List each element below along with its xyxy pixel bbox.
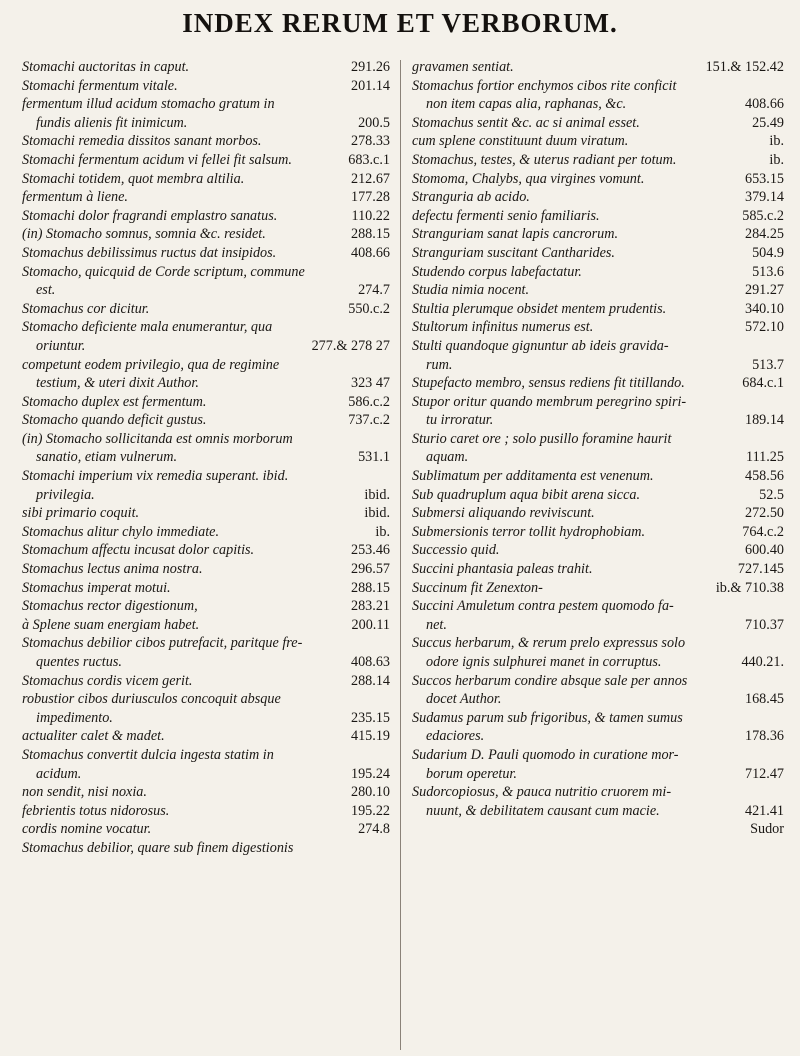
entry-text: Stultorum infinitus numerus est. 572.10 [412, 319, 784, 336]
entry-text: Stranguriam sanat lapis cancrorum. 284.25 [412, 226, 784, 243]
index-entry [412, 318, 784, 337]
entry-text: Stomachus debilissimus ructus dat insipidos. 408.66 [22, 244, 390, 261]
entry-text: fermentum à liene. 177.28 [22, 189, 390, 206]
entry-text: nuunt, & debilitatem causant cum macie. 421.41 [426, 802, 784, 819]
page-reference: 280.10 [350, 784, 390, 801]
entry-text: odore ignis sulphurei manet in corruptus. 440.21. [426, 654, 784, 670]
entry-text: Sudarium D. Pauli quomodo in curatione mor- [412, 746, 679, 763]
index-entry [412, 579, 784, 598]
index-entry [412, 746, 784, 783]
page-reference: 513.6 [752, 263, 784, 280]
page-reference: 212.67 [350, 170, 390, 187]
index-entry [22, 634, 390, 671]
entry-text: Sudamus parum sub frigoribus, & tamen sumus [412, 709, 683, 726]
entry-text: impedimento. 235.15 [36, 709, 390, 726]
entry-text: Stultia plerumque obsidet mentem prudentis. 340.10 [412, 300, 784, 317]
entry-text: sanatio, etiam vulnerum. 531.1 [36, 449, 390, 466]
page-reference: 288.15 [350, 579, 390, 596]
page-reference: 189.14 [744, 412, 784, 429]
entry-text [412, 820, 784, 839]
column-divider [400, 60, 401, 1050]
entry-text: competunt eodem privilegio, qua de regimine [22, 356, 280, 373]
entry-text: Submersi aliquando reviviscunt. 272.50 [412, 505, 784, 522]
page-reference: 111.25 [746, 449, 784, 466]
entry-text: cordis nomine vocatur. 274.8 [22, 821, 390, 838]
page-reference: ib. [769, 151, 784, 168]
page-reference: 151.& 152.42 [705, 59, 784, 75]
entry-text: Stomachi auctoritas in caput. 291.26 [22, 59, 390, 75]
index-entry [412, 114, 784, 133]
entry-text: Stomachi fermentum vitale. 201.14 [22, 77, 390, 94]
index-entry [22, 430, 390, 467]
entry-text: fermentum illud acidum stomacho gratum in [22, 96, 275, 113]
entry-text: Sub quadruplum aqua bibit arena sicca. 52.5 [412, 486, 784, 503]
index-entry [22, 504, 390, 523]
page-reference: 408.66 [350, 244, 390, 261]
page-reference: ibid. [364, 505, 390, 522]
entry-text: Succus herbarum, & rerum prelo expressus solo [412, 635, 686, 652]
entry-text: Stupefacto membro, sensus rediens fit titillando. 684.c.1 [412, 375, 784, 392]
entry-text: Stomachus rector digestionum, 283.21 [22, 598, 390, 615]
page-reference: 291.26 [350, 59, 390, 75]
page-reference: 764.c.2 [742, 523, 784, 540]
index-entry [412, 225, 784, 244]
index-entry [22, 58, 390, 77]
index-entry [412, 244, 784, 263]
entry-text: Stomacho quando deficit gustus. 737.c.2 [22, 412, 390, 429]
entry-text: Succini Amuletum contra pestem quomodo fa- [412, 598, 674, 615]
entry-text: fundis alienis fit inimicum. 200.5 [36, 114, 390, 131]
page-reference: 408.66 [744, 96, 784, 113]
page-reference: 283.21 [350, 598, 390, 615]
page-reference: 274.7 [358, 282, 390, 299]
entry-text: Stomachus lectus anima nostra. 296.57 [22, 561, 390, 578]
entry-text: privilegia. ibid. [36, 486, 390, 503]
entry-text: gravamen sentiat. 151.& 152.42 [412, 59, 784, 75]
page-reference: 200.11 [351, 616, 390, 633]
index-entry [22, 690, 390, 727]
entry-text: Stomacho duplex est fermentum. 586.c.2 [22, 393, 390, 410]
index-entry [22, 783, 390, 802]
page-reference: 277.& 278 27 [311, 337, 390, 354]
entry-text: febrientis totus nidorosus. 195.22 [22, 802, 390, 819]
entry-text: defectu fermenti senio familiaris. 585.c.2 [412, 207, 784, 224]
entry-text: Stomachum affectu incusat dolor capitis. 253.46 [22, 542, 390, 559]
entry-text: Stranguriam suscitant Cantharides. 504.9 [412, 244, 784, 261]
page-reference: 379.14 [744, 189, 784, 206]
entry-text: edaciores. 178.36 [426, 728, 784, 745]
page-reference: 684.c.1 [742, 375, 784, 392]
entry-text: Stomachus fortior enchymos cibos rite conficit [412, 77, 677, 94]
index-entry [22, 746, 390, 783]
page-reference: 572.10 [744, 319, 784, 336]
page-reference: 52.5 [759, 486, 784, 503]
left-column [22, 58, 390, 858]
page-reference: 683.c.1 [348, 151, 390, 168]
page-reference: 653.15 [744, 170, 784, 187]
page-reference: 284.25 [744, 226, 784, 243]
index-entry [412, 486, 784, 505]
index-entry [22, 560, 390, 579]
page-reference: 458.56 [744, 468, 784, 485]
entry-text: acidum. 195.24 [36, 765, 390, 782]
index-entry [412, 820, 784, 839]
index-entry [412, 132, 784, 151]
page-reference: 201.14 [350, 77, 390, 94]
page-reference: ibid. [364, 486, 390, 503]
entry-text: (in) Stomacho sollicitanda est omnis morborum [22, 430, 293, 447]
page-reference: 727.145 [737, 561, 784, 578]
entry-text: Stomachus, testes, & uterus radiant per totum. ib. [412, 151, 784, 168]
index-entry [22, 467, 390, 504]
index-entry [22, 244, 390, 263]
entry-text: Stomacho deficiente mala enumerantur, qua [22, 319, 273, 336]
entry-text: Stomachus convertit dulcia ingesta statim in [22, 746, 274, 763]
page-reference: 504.9 [752, 244, 784, 261]
page-reference: ib. [769, 133, 784, 150]
entry-text: Sudorcopiosus, & pauca nutritio cruorem mi- [412, 784, 672, 801]
page-reference: 710.37 [744, 616, 784, 633]
entry-text: Successio quid. 600.40 [412, 542, 784, 559]
index-entry [22, 411, 390, 430]
index-entry [22, 77, 390, 96]
page-reference: 340.10 [744, 300, 784, 317]
page-reference: Sudor [750, 821, 784, 838]
entry-text: aquam. 111.25 [426, 449, 784, 466]
index-entry [412, 541, 784, 560]
entry-text: Succini phantasia paleas trahit. 727.145 [412, 561, 784, 578]
index-entry [412, 430, 784, 467]
page-reference: 178.36 [744, 728, 784, 745]
index-entry [22, 300, 390, 319]
page-reference: 323 47 [350, 375, 390, 392]
entry-text: Studendo corpus labefactatur. 513.6 [412, 263, 784, 280]
index-entry [412, 783, 784, 820]
index-entry [412, 58, 784, 77]
page-reference: 278.33 [350, 133, 390, 150]
index-entry [412, 393, 784, 430]
index-entry [412, 263, 784, 282]
page-reference: 272.50 [744, 505, 784, 522]
index-entry [412, 634, 784, 671]
index-entry [412, 504, 784, 523]
entry-text: Stomachus cor dicitur. 550.c.2 [22, 300, 390, 317]
page-reference: 177.28 [350, 189, 390, 206]
page-reference: 440.21. [741, 654, 784, 670]
entry-text: Stupor oritur quando membrum peregrino spiri- [412, 393, 687, 410]
index-entry [22, 541, 390, 560]
entry-text: Sublimatum per additamenta est venenum. 458.56 [412, 468, 784, 485]
entry-text: Succinum fit Zenexton- ib.& 710.38 [412, 579, 784, 596]
page-reference: 600.40 [744, 542, 784, 559]
entry-text: Stomachus imperat motui. 288.15 [22, 579, 390, 596]
index-entry [22, 95, 390, 132]
index-entry [22, 151, 390, 170]
index-entry [412, 300, 784, 319]
entry-text: sibi primario coquit. ibid. [22, 505, 390, 522]
page-reference: 288.15 [350, 226, 390, 243]
page-reference: ib.& 710.38 [715, 579, 784, 596]
index-entry [22, 839, 390, 858]
index-entry [412, 188, 784, 207]
index-entry [22, 207, 390, 226]
index-entry [22, 802, 390, 821]
right-column [412, 58, 784, 839]
index-entry [412, 170, 784, 189]
entry-text: docet Author. 168.45 [426, 691, 784, 708]
index-entry [412, 337, 784, 374]
page-header: INDEX RERUM ET VERBORUM. [182, 8, 618, 38]
page-reference: 288.14 [350, 672, 390, 689]
page-reference: 421.41 [744, 802, 784, 819]
page-reference: 110.22 [351, 207, 390, 224]
page-reference: 291.27 [744, 282, 784, 299]
index-entry [22, 616, 390, 635]
entry-text: Sturio caret ore ; solo pusillo foramine haurit [412, 430, 672, 447]
page-reference: 200.5 [358, 114, 390, 131]
entry-text: actualiter calet & madet. 415.19 [22, 728, 390, 745]
entry-text: quentes ructus. 408.63 [36, 654, 390, 670]
index-entry [22, 132, 390, 151]
page-reference: 235.15 [350, 709, 390, 726]
index-entry [22, 318, 390, 355]
page-reference: 25.49 [752, 114, 784, 131]
entry-text: Stomachus cordis vicem gerit. 288.14 [22, 672, 390, 689]
page-reference: 585.c.2 [742, 207, 784, 224]
entry-text: oriuntur. 277.& 278 27 [36, 337, 390, 354]
page-reference: 274.8 [358, 821, 390, 838]
index-entry [22, 188, 390, 207]
entry-text: cum splene constituunt duum viratum. ib. [412, 133, 784, 150]
entry-text: Stomacho, quicquid de Corde scriptum, commune [22, 263, 305, 280]
page-reference: 168.45 [744, 691, 784, 708]
page-reference: 195.22 [350, 802, 390, 819]
page-reference: 253.46 [350, 542, 390, 559]
entry-text: (in) Stomacho somnus, somnia &c. residet. 288.15 [22, 226, 390, 243]
entry-text: Stomachi fermentum acidum vi fellei fit salsum. 683.c.1 [22, 151, 390, 168]
index-entry [412, 560, 784, 579]
entry-text: Stomachus alitur chylo immediate. ib. [22, 523, 390, 540]
index-entry [412, 672, 784, 709]
index-entry [412, 597, 784, 634]
index-entry [412, 374, 784, 393]
entry-text: Submersionis terror tollit hydrophobiam. 764.c.2 [412, 523, 784, 540]
page-reference: 737.c.2 [348, 412, 390, 429]
index-entry [22, 393, 390, 412]
entry-text: testium, & uteri dixit Author. 323 47 [36, 375, 390, 392]
entry-text: est. 274.7 [36, 282, 390, 299]
entry-text: Stomachus debilior cibos putrefacit, paritque fre- [22, 635, 303, 652]
entry-text: Stranguria ab acido. 379.14 [412, 189, 784, 206]
page-reference: 195.24 [350, 765, 390, 782]
index-entry [412, 709, 784, 746]
entry-text: Stomachi imperium vix remedia superant. ibid. [22, 468, 289, 485]
index-entry [22, 672, 390, 691]
page-reference: 586.c.2 [348, 393, 390, 410]
index-entry [412, 523, 784, 542]
entry-text: robustior cibos duriusculos concoquit absque [22, 691, 281, 708]
entry-text: Succos herbarum condire absque sale per annos [412, 672, 688, 689]
index-entry [22, 263, 390, 300]
index-entry [22, 579, 390, 598]
page-reference: 513.7 [752, 356, 784, 373]
entry-text: Stomachi dolor fragrandi emplastro sanatus. 110.22 [22, 207, 390, 224]
entry-text: Stomachus sentit &c. ac si animal esset. 25.49 [412, 114, 784, 131]
index-entry [22, 820, 390, 839]
index-entry [22, 225, 390, 244]
entry-text: Stomachi remedia dissitos sanant morbos. 278.33 [22, 133, 390, 150]
entry-text: non sendit, nisi noxia. 280.10 [22, 784, 390, 801]
entry-text: net. 710.37 [426, 616, 784, 633]
index-entry [22, 170, 390, 189]
index-entry [412, 207, 784, 226]
page-reference: ib. [375, 523, 390, 540]
index-entry [22, 727, 390, 746]
entry-text: borum operetur. 712.47 [426, 765, 784, 782]
page-reference: 296.57 [350, 561, 390, 578]
page-reference: 415.19 [350, 728, 390, 745]
index-entry [22, 356, 390, 393]
entry-text: Studia nimia nocent. 291.27 [412, 282, 784, 299]
page-reference: 408.63 [350, 654, 390, 670]
index-entry [412, 77, 784, 114]
entry-text: rum. 513.7 [426, 356, 784, 373]
entry-text: à Splene suam energiam habet. 200.11 [22, 616, 390, 633]
index-entry [412, 467, 784, 486]
page-reference: 550.c.2 [348, 300, 390, 317]
entry-text: non item capas alia, raphanas, &c. 408.66 [426, 96, 784, 113]
entry-text: tu irroratur. 189.14 [426, 412, 784, 429]
entry-text: Stulti quandoque gignuntur ab ideis gravida- [412, 337, 669, 354]
index-entry [412, 151, 784, 170]
index-entry [22, 597, 390, 616]
entry-text: Stomachi totidem, quot membra altilia. 212.67 [22, 170, 390, 187]
page-reference: 712.47 [744, 765, 784, 782]
page-reference: 531.1 [358, 449, 390, 466]
entry-text: Stomoma, Chalybs, qua virgines vomunt. 653.15 [412, 170, 784, 187]
index-entry [412, 281, 784, 300]
entry-text: Stomachus debilior, quare sub finem digestionis [22, 839, 294, 856]
index-entry [22, 523, 390, 542]
